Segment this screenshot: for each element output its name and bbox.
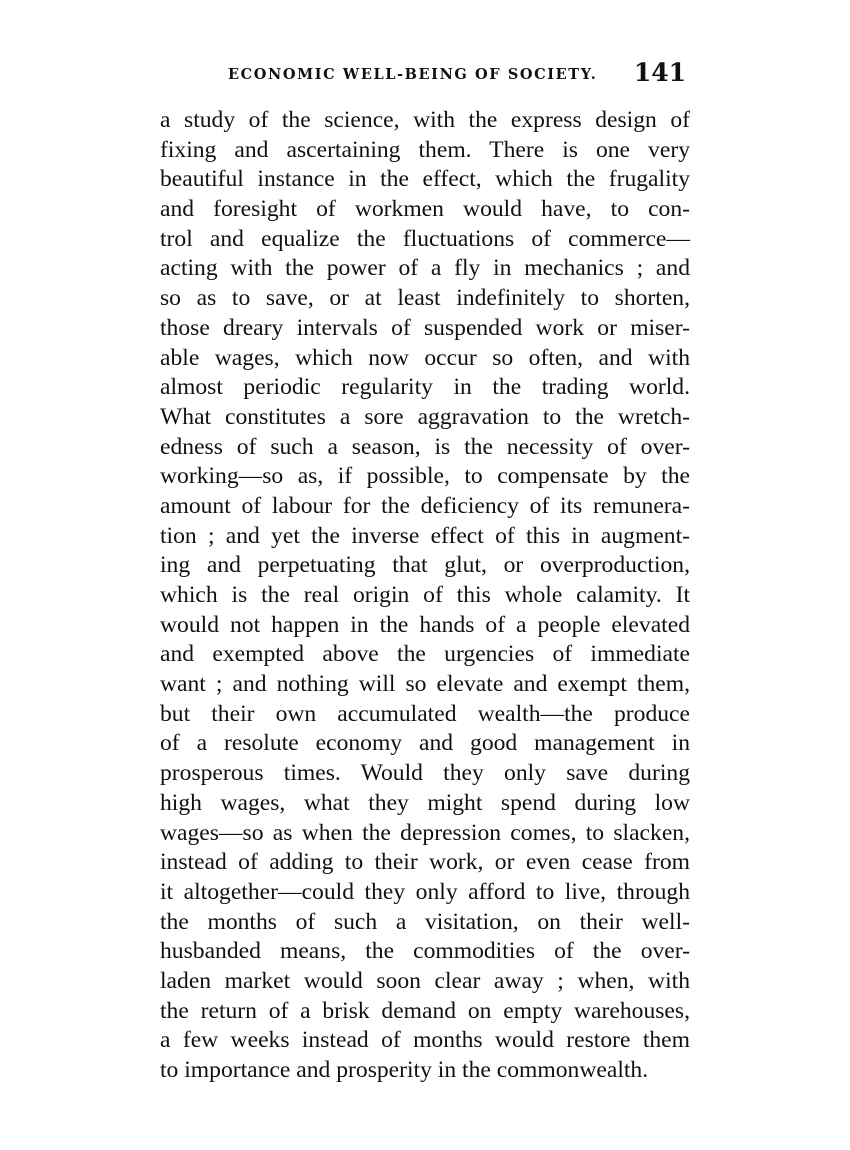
text-line: a few weeks instead of months would restore them bbox=[160, 1027, 690, 1054]
text-line: wages—so as when the depression comes, to slacken, bbox=[160, 819, 690, 846]
text-line: the return of a brisk demand on empty warehouses, bbox=[160, 997, 690, 1024]
page-number: 141 bbox=[633, 58, 686, 87]
text-line: trol and equalize the fluctuations of commerce— bbox=[160, 225, 690, 252]
running-title: ECONOMIC WELL-BEING OF SOCIETY. bbox=[228, 66, 598, 83]
text-line: tion ; and yet the inverse effect of this in augment- bbox=[160, 522, 690, 549]
text-line: acting with the power of a fly in mechanics ; and bbox=[160, 255, 690, 282]
text-line: working—so as, if possible, to compensate by the bbox=[160, 463, 690, 490]
text-line: but their own accumulated wealth—the produce bbox=[160, 700, 690, 727]
text-line: the months of such a visitation, on their well- bbox=[160, 908, 690, 935]
text-line: almost periodic regularity in the trading world. bbox=[160, 374, 690, 401]
text-line: What constitutes a sore aggravation to the wretch- bbox=[160, 403, 690, 430]
text-line: would not happen in the hands of a people elevated bbox=[160, 611, 690, 638]
text-line: so as to save, or at least indefinitely to shorten, bbox=[160, 285, 690, 312]
text-line: those dreary intervals of suspended work or miser- bbox=[160, 314, 690, 341]
running-head bbox=[160, 58, 690, 98]
text-line: of a resolute economy and good management in bbox=[160, 730, 690, 757]
text-line: amount of labour for the deficiency of its remunera- bbox=[160, 492, 690, 519]
text-line: laden market would soon clear away ; when, with bbox=[160, 967, 690, 994]
text-line: high wages, what they might spend during low bbox=[160, 789, 690, 816]
text-line: prosperous times. Would they only save during bbox=[160, 760, 690, 787]
body-text bbox=[160, 106, 690, 1086]
text-line: it altogether—could they only afford to live, through bbox=[160, 878, 690, 905]
text-line: instead of adding to their work, or even cease from bbox=[160, 849, 690, 876]
text-line: want ; and nothing will so elevate and exempt them, bbox=[160, 671, 690, 698]
text-line: fixing and ascertaining them. There is one very bbox=[160, 136, 690, 163]
text-line: husbanded means, the commodities of the over- bbox=[160, 938, 690, 965]
text-line: and foresight of workmen would have, to con- bbox=[160, 196, 690, 223]
text-line: a study of the science, with the express design of bbox=[160, 107, 690, 133]
text-line: to importance and prosperity in the commonwealth. bbox=[160, 1057, 649, 1083]
text-line: beautiful instance in the effect, which the frugality bbox=[160, 166, 690, 193]
text-line: which is the real origin of this whole calamity. It bbox=[160, 582, 690, 608]
text-line: edness of such a season, is the necessity of over- bbox=[160, 433, 690, 460]
text-line: and exempted above the urgencies of immediate bbox=[160, 641, 690, 668]
text-line: able wages, which now occur so often, and with bbox=[160, 344, 690, 371]
text-line: ing and perpetuating that glut, or overproduction, bbox=[160, 552, 690, 579]
